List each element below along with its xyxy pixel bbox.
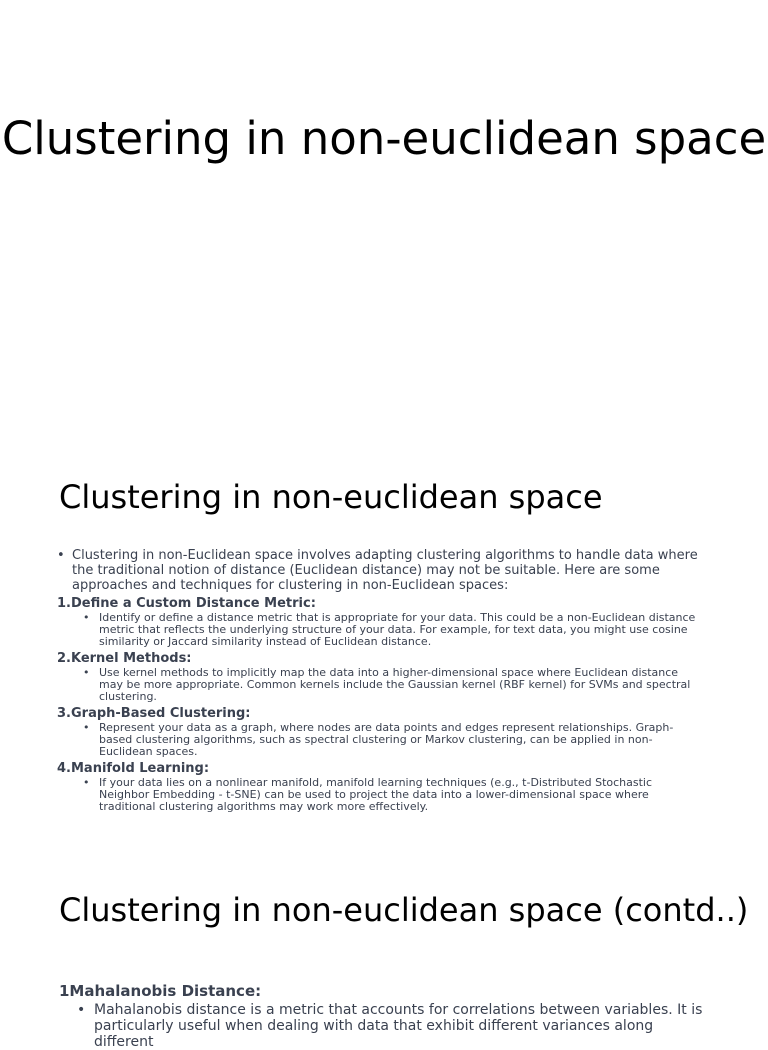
slide-title: Clustering in non-euclidean space [1, 112, 767, 165]
slide-heading: Clustering in non-euclidean space (contd..) [59, 891, 749, 929]
bullet-icon: • [83, 666, 90, 679]
step-detail-text: Identify or define a distance metric that is appropriate for your data. This could be a non-Euclidean distance metric that reflects the underlying structure of your data. For example, for text data, you might use cosine similarity or Jaccard similarity instead of Euclidean distance. [99, 611, 696, 648]
slide-body [57, 548, 717, 815]
contd-slide [0, 864, 768, 1050]
intro-text: Clustering in non-Euclidean space involves adapting clustering algorithms to handle data where the traditional notion of distance (Euclidean distance) may not be suitable. Here are some approaches and techniques for clustering in non-Euclidean spaces: [72, 548, 698, 593]
bullet-icon: • [83, 611, 90, 624]
slide-body [59, 982, 719, 1050]
step-detail [83, 667, 703, 703]
step-detail-text: Use kernel methods to implicitly map the data into a higher-dimensional space where Euclidean distance may be more appropriate. Common kernels include the Gaussian kernel (RBF kernel) for SVMs and spectral clustering. [99, 666, 691, 703]
step-detail [83, 612, 703, 648]
bullet-icon: • [57, 548, 65, 563]
step-detail-text: Mahalanobis distance is a metric that accounts for correlations between variables. It is particularly useful when dealing with data that exhibit different variances along different [94, 1002, 703, 1050]
step-title: 3.Graph-Based Clustering: [57, 706, 251, 721]
step-detail [83, 722, 703, 758]
content-slide [0, 432, 768, 864]
step-detail-text: If your data lies on a nonlinear manifold, manifold learning techniques (e.g., t-Distributed Stochastic Neighbor Embedding - t-SNE) can be used to project the data into a lower-dimensional space where traditional clustering algorithms may work more effectively. [99, 776, 653, 813]
intro-bullet [57, 548, 717, 593]
slide-heading: Clustering in non-euclidean space [59, 478, 603, 516]
step-title: 1Mahalanobis Distance: [59, 982, 262, 1000]
bullet-icon: • [83, 776, 90, 789]
step-detail [77, 1002, 707, 1050]
bullet-icon: • [77, 1002, 86, 1018]
step-detail-text: Represent your data as a graph, where nodes are data points and edges represent relationships. Graph-based clustering algorithms, such as spectral clustering or Markov clustering, can be applied in non-Euclidean spaces. [99, 721, 674, 758]
step-title: 2.Kernel Methods: [57, 651, 192, 666]
bullet-icon: • [83, 721, 90, 734]
title-slide [0, 0, 768, 432]
step-title: 1.Define a Custom Distance Metric: [57, 596, 316, 611]
step-title: 4.Manifold Learning: [57, 761, 210, 776]
step-detail [83, 777, 703, 813]
